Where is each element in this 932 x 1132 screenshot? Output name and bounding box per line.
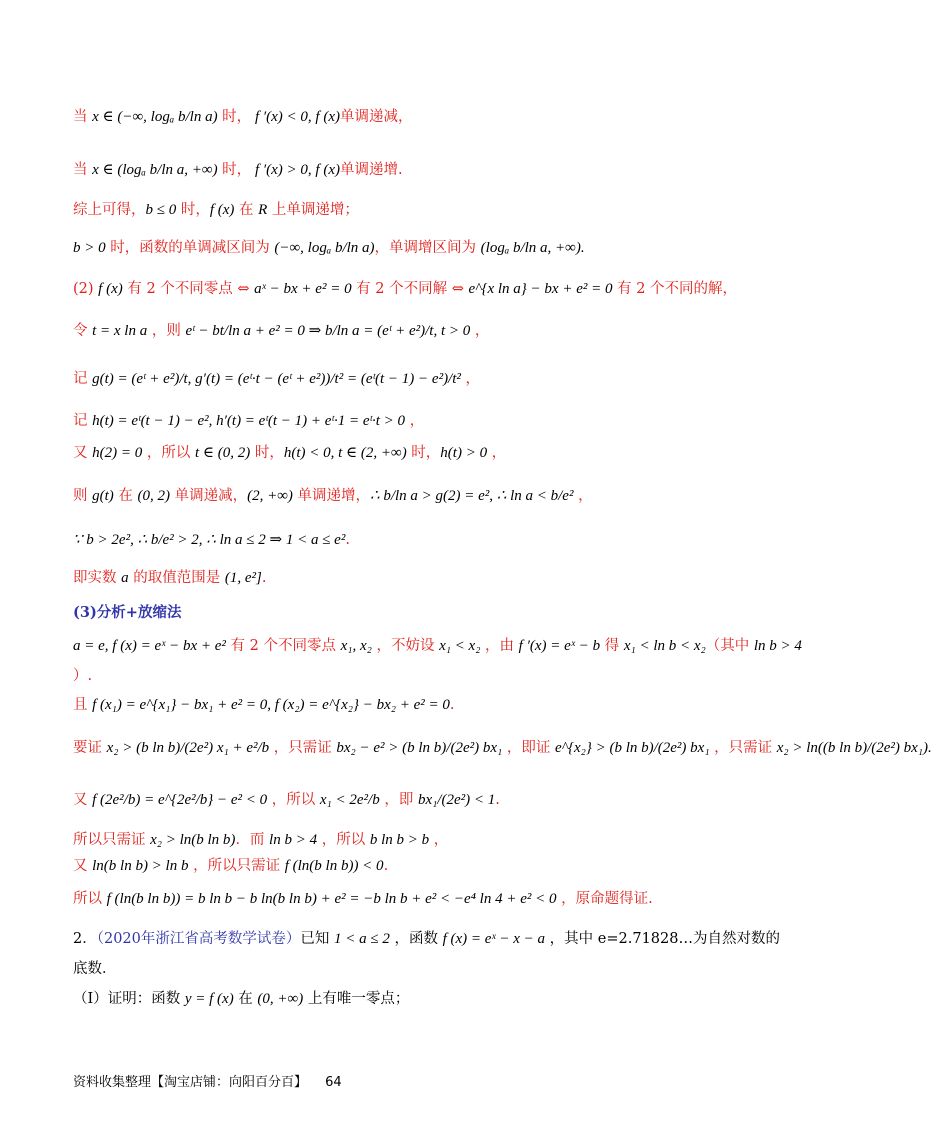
text-run: ，函数 xyxy=(389,931,443,947)
math-expression: t ∈ (0, 2) xyxy=(194,445,251,461)
math-expression: ln(b ln b) > ln b xyxy=(92,858,189,874)
text-run: . xyxy=(449,697,455,713)
text-line xyxy=(73,830,740,850)
text-run: . xyxy=(383,858,389,874)
text-line xyxy=(73,279,740,299)
text-run: 当 xyxy=(73,109,93,125)
text-line xyxy=(73,856,740,876)
text-run: ， xyxy=(429,832,449,848)
text-run: 得 xyxy=(600,638,624,654)
text-run: （2020年浙江省高考数学试卷） xyxy=(96,931,301,947)
text-run: 所以 xyxy=(73,891,107,907)
math-expression: f (2e²/b) = e^{2e²/b} − e² < 0 xyxy=(92,792,268,808)
text-run: ， xyxy=(405,413,425,429)
math-expression: aˣ − bx + e² = 0 xyxy=(254,281,352,297)
text-run: ，即证 xyxy=(502,740,555,756)
math-expression: x₁, x₂ xyxy=(340,638,372,654)
math-expression: f (x) = eˣ − x − a xyxy=(442,931,546,947)
text-run: 且 xyxy=(73,697,93,713)
text-line xyxy=(73,738,932,758)
math-expression: x₁ < x₂ xyxy=(439,638,481,654)
footer-source: 资料收集整理【淘宝店铺：向阳百分百】 xyxy=(73,1075,308,1090)
math-expression: h(2) = 0 xyxy=(92,445,143,461)
text-run: 时，函数的单调减区间为 xyxy=(105,240,275,256)
page-number: 64 xyxy=(325,1075,342,1090)
text-run: 单调递增， xyxy=(292,488,371,504)
text-run: 记 xyxy=(73,413,93,429)
math-expression: y = f (x) xyxy=(184,991,234,1007)
text-run: ，由 xyxy=(480,638,519,654)
math-expression: g(t) xyxy=(92,488,114,504)
math-expression: x₂ > (b ln b)/(2e²) x₁ + e²/b xyxy=(106,740,270,756)
text-run: 时， xyxy=(176,202,210,218)
text-run: ，则 xyxy=(147,323,186,339)
text-run: 所以只需证 xyxy=(73,832,151,848)
math-expression: f (ln(b ln b)) = b ln b − b ln(b ln b) + e² = −b ln b + e² < −e⁴ ln 4 + e² < 0 xyxy=(106,891,557,907)
text-line xyxy=(73,568,740,588)
math-expression: f (x) xyxy=(98,281,123,297)
text-run: ，只需证 xyxy=(709,740,777,756)
text-run: ， xyxy=(573,488,593,504)
text-run: 已知 xyxy=(300,931,334,947)
text-run: 令 xyxy=(73,323,93,339)
text-run: 上单调递增； xyxy=(267,202,359,218)
text-run: 又 xyxy=(73,445,93,461)
text-run: ，原命题得证. xyxy=(556,891,653,907)
text-run: ，所以只需证 xyxy=(188,858,285,874)
math-expression: f (x₁) = e^{x₁} − bx₁ + e² = 0, f (x₂) = e^{x₂} − bx₂ + e² = 0 xyxy=(92,697,450,713)
text-line xyxy=(73,107,740,127)
text-run: ， xyxy=(460,371,481,387)
text-run: . xyxy=(495,792,500,808)
math-expression: x₂ > ln((b ln b)/(2e²) bx₁). xyxy=(776,740,932,756)
text-run: 有 2 个不同零点 ⇔ xyxy=(122,281,255,297)
math-expression: (0, 2) xyxy=(137,488,170,504)
text-run: ， xyxy=(470,323,490,339)
text-line xyxy=(73,889,740,909)
text-run: 时， xyxy=(250,445,284,461)
text-run: ）. xyxy=(73,668,93,684)
math-expression: f ′(x) = eˣ − b xyxy=(518,638,601,654)
text-run: 有 2 个不同解 ⇔ xyxy=(351,281,469,297)
math-expression: R xyxy=(258,202,268,218)
text-run: ，其中 e=2.71828…为自然对数的 xyxy=(545,931,780,947)
math-expression: ∴ b/ln a > g(2) = e², ∴ ln a < b/e² xyxy=(370,488,574,504)
text-run: 又 xyxy=(73,792,93,808)
text-run: 记 xyxy=(73,371,93,387)
text-run: (3)分析+放缩法 xyxy=(73,604,182,621)
text-run: （Ⅰ）证明：函数 xyxy=(73,991,185,1007)
text-run: ，不妨设 xyxy=(371,638,440,654)
text-run: 当 xyxy=(73,162,93,178)
math-expression: 1 < a ≤ 2 xyxy=(334,931,390,947)
text-run: 单调递增. xyxy=(339,162,403,178)
math-expression: a = e, f (x) = eˣ − bx + e² xyxy=(73,638,226,654)
text-run: . xyxy=(345,532,350,548)
text-run: 在 xyxy=(234,202,259,218)
text-run: ， xyxy=(487,445,507,461)
text-run: 的取值范围是 xyxy=(128,570,225,586)
math-expression: e^{x ln a} − bx + e² = 0 xyxy=(468,281,613,297)
text-run: 要证 xyxy=(73,740,107,756)
math-expression: f ′(x) > 0, f (x) xyxy=(251,162,340,178)
text-run: 在 xyxy=(233,991,258,1007)
text-run: 时， xyxy=(217,162,252,178)
math-expression: x ∈ (−∞, logₐ b/ln a) xyxy=(92,109,218,125)
text-run: 则 xyxy=(73,488,93,504)
math-expression: ∵ b > 2e², ∴ b/e² > 2, ∴ ln a ≤ 2 ⇒ 1 < a ≤ e² xyxy=(73,532,346,548)
math-expression: e^{x₂} > (b ln b)/(2e²) bx₁ xyxy=(554,740,710,756)
text-run: ，所以 xyxy=(142,445,195,461)
math-expression: x₁ < ln b < x₂ xyxy=(623,638,706,654)
math-expression: (logₐ b/ln a, +∞). xyxy=(480,240,585,256)
text-run: 上有唯一零点； xyxy=(303,991,410,1007)
text-line xyxy=(73,695,740,715)
math-expression: bx₂ − e² > (b ln b)/(2e²) bx₁ xyxy=(336,740,503,756)
math-expression: b ln b > b xyxy=(369,832,430,848)
text-line xyxy=(73,959,740,979)
math-expression: h(t) < 0, t ∈ (2, +∞) xyxy=(283,445,407,461)
text-line xyxy=(73,636,802,656)
text-run: ，所以 xyxy=(267,792,320,808)
text-line xyxy=(73,238,740,258)
text-line xyxy=(73,666,740,686)
math-expression: t = x ln a xyxy=(92,323,148,339)
text-run: 单调递减， xyxy=(339,109,413,125)
text-line xyxy=(73,929,780,949)
text-line xyxy=(73,369,740,389)
math-expression: (−∞, logₐ b/ln a) xyxy=(274,240,375,256)
math-expression: x₂ > ln(b ln b) xyxy=(150,832,236,848)
math-expression: f (x) xyxy=(209,202,235,218)
text-run: ，所以 xyxy=(317,832,370,848)
text-run: 时， xyxy=(406,445,441,461)
text-run: 底数． xyxy=(73,961,117,977)
text-line xyxy=(73,486,740,506)
text-line xyxy=(73,989,740,1009)
math-expression: x₁ < 2e²/b xyxy=(319,792,380,808)
math-expression: h(t) = eᵗ(t − 1) − e², h′(t) = eᵗ(t − 1) + eᵗ·1 = eᵗ·t > 0 xyxy=(92,413,406,429)
text-run: 2． xyxy=(73,931,97,947)
text-line xyxy=(73,443,740,463)
math-expression: bx₁/(2e²) < 1 xyxy=(417,792,496,808)
math-expression: g(t) = (eᵗ + e²)/t, g′(t) = (eᵗ·t − (eᵗ + e²))/t² = (eᵗ(t − 1) − e²)/t² xyxy=(92,371,461,387)
page-footer xyxy=(73,1071,342,1090)
math-expression: f (ln(b ln b)) < 0 xyxy=(284,858,384,874)
text-run: （其中 xyxy=(705,638,754,654)
math-expression: eᵗ − bt/ln a + e² = 0 ⇒ b/ln a = (eᵗ + e²)/t, t > 0 xyxy=(185,323,471,339)
text-run: ，即 xyxy=(379,792,418,808)
text-line xyxy=(73,200,740,220)
text-run: 综上可得， xyxy=(73,202,146,218)
text-line xyxy=(73,321,740,341)
text-run: ．而 xyxy=(235,832,270,848)
math-expression: b ≤ 0 xyxy=(145,202,177,218)
text-run: ，只需证 xyxy=(269,740,337,756)
math-expression: x ∈ (logₐ b/ln a, +∞) xyxy=(92,162,218,178)
math-expression: (0, +∞) xyxy=(257,991,304,1007)
text-run: 在 xyxy=(113,488,138,504)
text-run: 有 2 个不同的解， xyxy=(612,281,738,297)
text-run: (2) xyxy=(73,281,99,297)
text-run: ，单调增区间为 xyxy=(374,240,481,256)
math-expression: (1, e²] xyxy=(224,570,262,586)
math-expression: ln b > 4 xyxy=(753,638,802,654)
text-run: 又 xyxy=(73,858,93,874)
text-line xyxy=(73,160,740,180)
text-line xyxy=(73,530,740,550)
math-expression: f ′(x) < 0, f (x) xyxy=(251,109,340,125)
text-run: 有 2 个不同零点 xyxy=(225,638,341,654)
text-run: 单调递减， xyxy=(170,488,248,504)
text-line xyxy=(73,603,740,623)
math-expression: (2, +∞) xyxy=(247,488,293,504)
text-run: 即实数 xyxy=(73,570,122,586)
text-run: . xyxy=(261,570,267,586)
math-expression: ln b > 4 xyxy=(269,832,318,848)
math-expression: a xyxy=(121,570,129,586)
math-expression: h(t) > 0 xyxy=(440,445,488,461)
math-expression: b > 0 xyxy=(73,240,106,256)
text-line xyxy=(73,411,740,431)
text-line xyxy=(73,790,740,810)
text-run: 时， xyxy=(217,109,252,125)
